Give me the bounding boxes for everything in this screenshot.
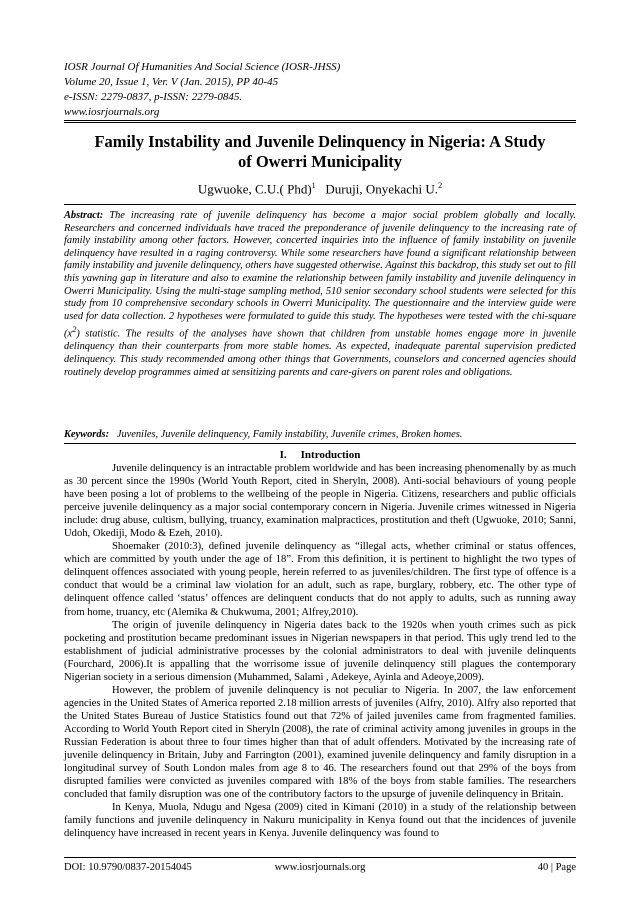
author-line bbox=[64, 178, 576, 197]
footer-doi: DOI: 10.9790/0837-20154045 bbox=[64, 862, 192, 873]
journal-website[interactable]: www.iosrjournals.org bbox=[64, 106, 160, 118]
abstract-superscript: 2 bbox=[72, 324, 77, 335]
keywords-text: Juveniles, Juvenile delinquency, Family instability, Juvenile crimes, Broken homes. bbox=[116, 429, 463, 440]
body-text bbox=[64, 462, 576, 840]
abstract bbox=[64, 210, 576, 379]
author-1: Ugwuoke, C.U.( Phd) bbox=[197, 181, 312, 197]
header-divider bbox=[64, 120, 576, 123]
title-line-2: of Owerri Municipality bbox=[237, 152, 403, 171]
section-heading bbox=[64, 448, 576, 462]
footer-divider bbox=[64, 857, 576, 858]
section-title: Introduction bbox=[300, 449, 361, 461]
journal-name: IOSR Journal Of Humanities And Social Science (IOSR-JHSS) bbox=[64, 61, 341, 73]
abstract-top-divider bbox=[64, 204, 576, 205]
author-2: Duruji, Onyekachi U. bbox=[325, 181, 439, 197]
paragraph: However, the problem of juvenile delinquency is not peculiar to Nigeria. In 2007, the law enforcement agencies in the United States of America reported 2.18 million arrests of juveniles (Alfry, 2010). Alfry also reported that the United States Bureau of Justice Statistics found out that 72% of jailed juveniles came from fragmented families. According to World Youth Report cited in Sheryln (2008), the rate of criminal activity among juveniles in groups in the Russian Federation is about three to four times higher than that of adult offenders. Motivated by the increasing rate of juvenile delinquency in Britain, Juby and Farrington (2001), examined juvenile delinquency and family disruption in a longitudinal survey of South London males from age 8 to 46. The researchers found out that 29% of the boys from disrupted families were convicted as juveniles compared with 18% of the boys from stable families. The researchers concluded that family disruption was one of the contributory factors to the upsurge of juvenile delinquency in Britain. bbox=[64, 684, 576, 801]
paragraph: Juvenile delinquency is an intractable problem worldwide and has been increasing phenomenally by as much as 30 percent since the 1990s (World Youth Report, cited in Sheryln, 2008). Anti-social behaviours of young people have been posing a lot of problems to the wellbeing of the people in Nigeria. Citizens, researchers and public officials perceive juvenile delinquency as a major social contemporary concern in Nigeria. Juvenile crimes witnessed in Nigeria include: drug abuse, cultism, bullying, truancy, examination malpractices, prostitution and theft (Ugwuoke, 2010; Sanni, Udoh, Okediji, Modo & Ezeh, 2010). bbox=[64, 463, 576, 540]
paragraph: The origin of juvenile delinquency in Nigeria dates back to the 1920s when youth crimes such as pick pocketing and prostitution became predominant issues in Nigerian newspapers in that period. This ugly trend led to the establishment of judicial administrative processes by the colonial administrators to deal with juvenile delinquents (Fourchard, 2006).It is appalling that the worrisome issue of juvenile delinquency still plagues the contemporary Nigerian society in a serious dimension (Muhammed, Salami , Adekeye, Ayinla and Adeoye,2009). bbox=[64, 619, 576, 683]
author-2-affiliation: 2 bbox=[438, 181, 443, 190]
journal-issn: e-ISSN: 2279-0837, p-ISSN: 2279-0845. bbox=[64, 91, 243, 103]
keywords-label: Keywords: bbox=[64, 429, 110, 440]
paper-title bbox=[64, 132, 576, 172]
journal-header bbox=[64, 60, 576, 120]
section-number: I. bbox=[279, 449, 287, 461]
abstract-text-2: ) statistic. The results of the analyses have shown that children from unstable homes engage more in juvenile delinquency than their counterparts from more stable homes. As expected, inadequate parental supervision predicted delinquency. This study recommended among other things that Governments, counselors and concerned agencies should routinely develop programmes aimed at sensitizing parents and care-givers on parent roles and obligations. bbox=[64, 328, 576, 378]
footer-page-number: 40 | Page bbox=[537, 862, 576, 873]
title-line-1: Family Instability and Juvenile Delinquency in Nigeria: A Study bbox=[94, 132, 546, 151]
journal-volume: Volume 20, Issue 1, Ver. V (Jan. 2015), PP 40-45 bbox=[64, 76, 279, 88]
paragraph: Shoemaker (2010:3), defined juvenile delinquency as “illegal acts, whether criminal or status offences, which are committed by youth under the age of 18”. From this definition, it is pertinent to highlight the two types of delinquent offences associated with young people, herein referred to as juveniles/children. The first type of offence is a conduct that would be a criminal law violation for an adult, such as rape, burglary, robbery, etc. The other type of delinquent offence called ‘status’ offences are delinquent conducts that do not apply to adults, such as running away from home, truancy, etc (Alemika & Chukwuma, 2001; Alfrey,2010). bbox=[64, 541, 576, 618]
abstract-label: Abstract: bbox=[64, 210, 104, 221]
paragraph: In Kenya, Muola, Ndugu and Ngesa (2009) cited in Kimani (2010) in a study of the relationship between family functions and juvenile delinquency in Nakuru municipality in Kenya found out that the incidences of juvenile delinquency have increased in recent years in Kenya. Juvenile delinquency was found to bbox=[64, 802, 576, 840]
author-1-affiliation: 1 bbox=[311, 181, 316, 190]
keywords-divider bbox=[64, 443, 576, 444]
keywords bbox=[64, 428, 576, 441]
footer-url[interactable]: www.iosrjournals.org bbox=[274, 862, 366, 873]
abstract-text-1: The increasing rate of juvenile delinquency has become a major social problem globally and locally. Researchers and concerned individuals have traced the preponderance of juvenile delinquency to the increasing rate of family instability among other factors. However, concerted inquiries into the influence of family instability on juvenile delinquency have resulted in a raging controversy. While some researchers have found a significant relationship between family instability and juvenile delinquency, others have suggested otherwise. Against this backdrop, this study set out to fill this yawning gap in literature and also to examine the relationship between family instability and juvenile delinquency in Owerri Municipality. Using the multi-stage sampling method, 510 senior secondary school students were selected for this study from 10 comprehensive secondary schools in Owerri Municipality. The questionnaire and the interview guide were used for data collection. 2 hypotheses were formulated to guide this study. The hypotheses were tested with the chi-square (x bbox=[64, 210, 576, 340]
